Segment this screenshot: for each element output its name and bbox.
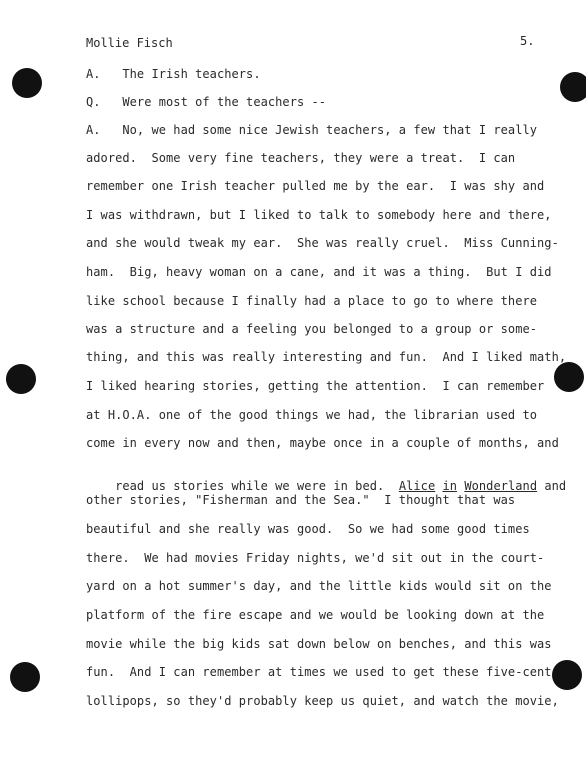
binder-hole-left-middle <box>6 364 36 394</box>
transcript-line: platform of the fire escape and we would be looking down at the <box>86 608 545 622</box>
transcript-line: fun. And I can remember at times we used to get these five-cent <box>86 665 552 679</box>
book-title-word: Alice <box>398 479 436 493</box>
transcript-line: like school because I finally had a place to go to where there <box>86 294 538 308</box>
transcript-line: Q. Were most of the teachers -- <box>86 95 327 109</box>
transcript-line-text: and <box>537 479 567 493</box>
transcript-line: movie while the big kids sat down below on benches, and this was <box>86 637 552 651</box>
transcript-line: at H.O.A. one of the good things we had, the librarian used to <box>86 408 538 422</box>
transcript-line: beautiful and she really was good. So we had some good times <box>86 522 530 536</box>
transcript-line: and she would tweak my ear. She was really cruel. Miss Cunning- <box>86 236 559 250</box>
transcript-line: lollipops, so they'd probably keep us quiet, and watch the movie, <box>86 694 559 708</box>
binder-hole-left-bottom <box>10 662 40 692</box>
transcript-line: A. No, we had some nice Jewish teachers, a few that I really <box>86 123 538 137</box>
transcript-line: I liked hearing stories, getting the attention. I can remember <box>86 379 545 393</box>
transcript-line: remember one Irish teacher pulled me by the ear. I was shy and <box>86 179 545 193</box>
page-number: 5. <box>520 34 535 48</box>
binder-hole-left-top <box>12 68 42 98</box>
transcript-line: ham. Big, heavy woman on a cane, and it was a thing. But I did <box>86 265 552 279</box>
book-title-word: in <box>442 479 458 493</box>
transcript-line: come in every now and then, maybe once in a couple of months, and <box>86 436 559 450</box>
transcript-line: was a structure and a feeling you belonged to a group or some- <box>86 322 538 336</box>
binder-hole-right-top <box>560 72 586 102</box>
book-title-word: Wonderland <box>464 479 538 493</box>
binder-hole-right-middle <box>554 362 584 392</box>
transcript-line: thing, and this was really interesting and fun. And I liked math, <box>86 350 567 364</box>
transcript-line: there. We had movies Friday nights, we'd sit out in the court- <box>86 551 545 565</box>
transcript-line: yard on a hot summer's day, and the little kids would sit on the <box>86 579 552 593</box>
transcript-line: adored. Some very fine teachers, they were a treat. I can <box>86 151 516 165</box>
transcript-line: I was withdrawn, but I liked to talk to somebody here and there, <box>86 208 552 222</box>
transcript-line: other stories, "Fisherman and the Sea." I thought that was <box>86 493 516 507</box>
transcript-line-text: read us stories while we were in bed. <box>115 479 385 493</box>
binder-hole-right-bottom <box>552 660 582 690</box>
transcript-line: A. The Irish teachers. <box>86 67 261 81</box>
interviewee-name: Mollie Fisch <box>86 36 173 50</box>
